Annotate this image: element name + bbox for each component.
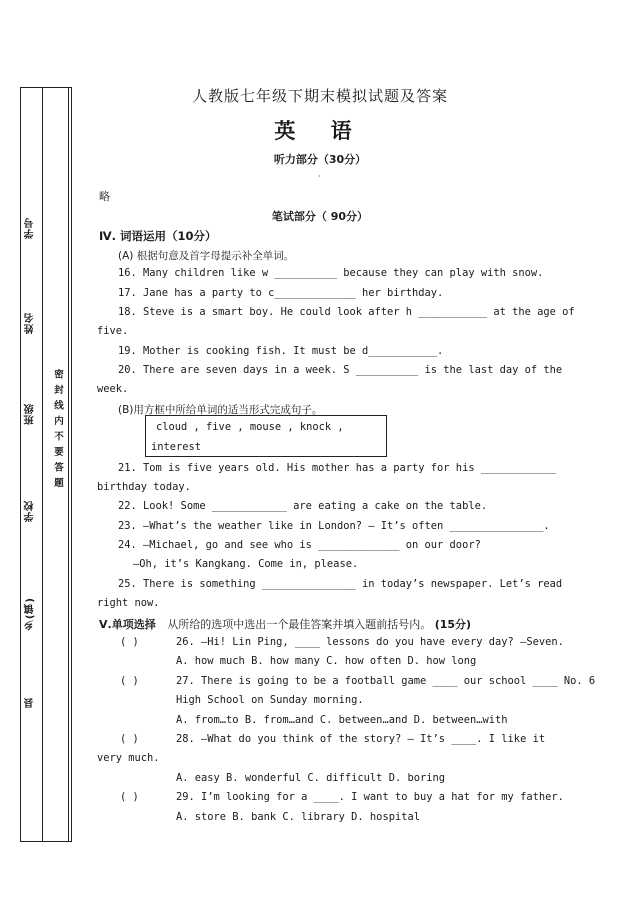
- binding-strip: [20, 87, 72, 842]
- written-heading: 笔试部分（ 90分）: [271, 210, 369, 223]
- question-20-cont: week.: [97, 383, 129, 395]
- question-18-cont: five.: [97, 325, 129, 337]
- field-name: 姓名: [25, 312, 36, 334]
- omitted-note: 略: [99, 190, 110, 203]
- word-box-line-2: interest: [151, 441, 202, 453]
- section-5-score: (15分): [434, 618, 472, 631]
- question-28: 28. —What do you think of the story? — It’s ____. I like it: [176, 733, 546, 745]
- section-5-instruction: 从所给的选项中选出一个最佳答案并填入题前括号内。: [167, 618, 432, 631]
- answer-paren-29[interactable]: ( ): [120, 791, 139, 803]
- question-25-cont: right now.: [97, 597, 160, 609]
- question-23: 23. —What’s the weather like in London? — It’s often _______________.: [118, 520, 550, 532]
- part-b-instruction: (B)用方框中所给单词的适当形式完成句子。: [118, 404, 323, 416]
- question-21: 21. Tom is five years old. His mother has a party for his ____________: [118, 462, 556, 474]
- question-25: 25. There is something _______________ in today’s newspaper. Let’s read: [118, 578, 563, 590]
- question-21-cont: birthday today.: [97, 481, 191, 493]
- answer-paren-28[interactable]: ( ): [120, 733, 139, 745]
- field-class: 班级: [25, 403, 36, 425]
- question-19: 19. Mother is cooking fish. It must be d___________.: [118, 345, 444, 357]
- question-27-cont: High School on Sunday morning.: [176, 694, 364, 706]
- question-24-cont: —Oh, it’s Kangkang. Come in, please.: [133, 558, 359, 570]
- section-4-title: Ⅳ. 词语运用（10分）: [99, 229, 217, 243]
- answer-paren-27[interactable]: ( ): [120, 675, 139, 687]
- subject-title: 英 语: [274, 119, 366, 143]
- dot-mark: ·: [318, 172, 321, 181]
- listening-heading: 听力部分（30分）: [273, 153, 367, 166]
- section-5-title: Ⅴ.单项选择: [99, 618, 156, 631]
- answer-paren-26[interactable]: ( ): [120, 636, 139, 648]
- options-29: A. store B. bank C. library D. hospital: [176, 811, 420, 823]
- page-title: 人教版七年级下期末模拟试题及答案: [191, 87, 448, 105]
- question-27: 27. There is going to be a football game ____ our school ____ No. 6: [176, 675, 596, 687]
- word-box: [145, 415, 387, 457]
- question-20: 20. There are seven days in a week. S __________ is the last day of the: [118, 364, 563, 376]
- part-a-instruction: (A) 根据句意及首字母提示补全单词。: [118, 250, 295, 262]
- question-17: 17. Jane has a party to c_____________ her birthday.: [118, 287, 444, 299]
- field-county: 县: [25, 697, 36, 708]
- field-school: 学校: [25, 500, 36, 522]
- question-28-cont: very much.: [97, 752, 160, 764]
- question-18: 18. Steve is a smart boy. He could look after h ___________ at the age of: [118, 306, 575, 318]
- section-5-header: [99, 616, 471, 632]
- options-27: A. from…to B. from…and C. between…and D. between…with: [176, 714, 508, 726]
- field-student-number: 学号: [25, 217, 36, 239]
- options-26: A. how much B. how many C. how often D. how long: [176, 655, 477, 667]
- seal-line-note: 密封线内不要答题: [52, 369, 63, 493]
- word-box-line-1: cloud , five , mouse , knock ,: [156, 421, 344, 433]
- question-26: 26. —Hi! Lin Ping, ____ lessons do you have every day? —Seven.: [176, 636, 564, 648]
- question-22: 22. Look! Some ____________ are eating a cake on the table.: [118, 500, 488, 512]
- options-28: A. easy B. wonderful C. difficult D. boring: [176, 772, 445, 784]
- question-16: 16. Many children like w __________ because they can play with snow.: [118, 267, 544, 279]
- field-town: 乡(镇): [25, 597, 36, 631]
- question-29: 29. I’m looking for a ____. I want to buy a hat for my father.: [176, 791, 564, 803]
- question-24: 24. —Michael, go and see who is _____________ on our door?: [118, 539, 481, 551]
